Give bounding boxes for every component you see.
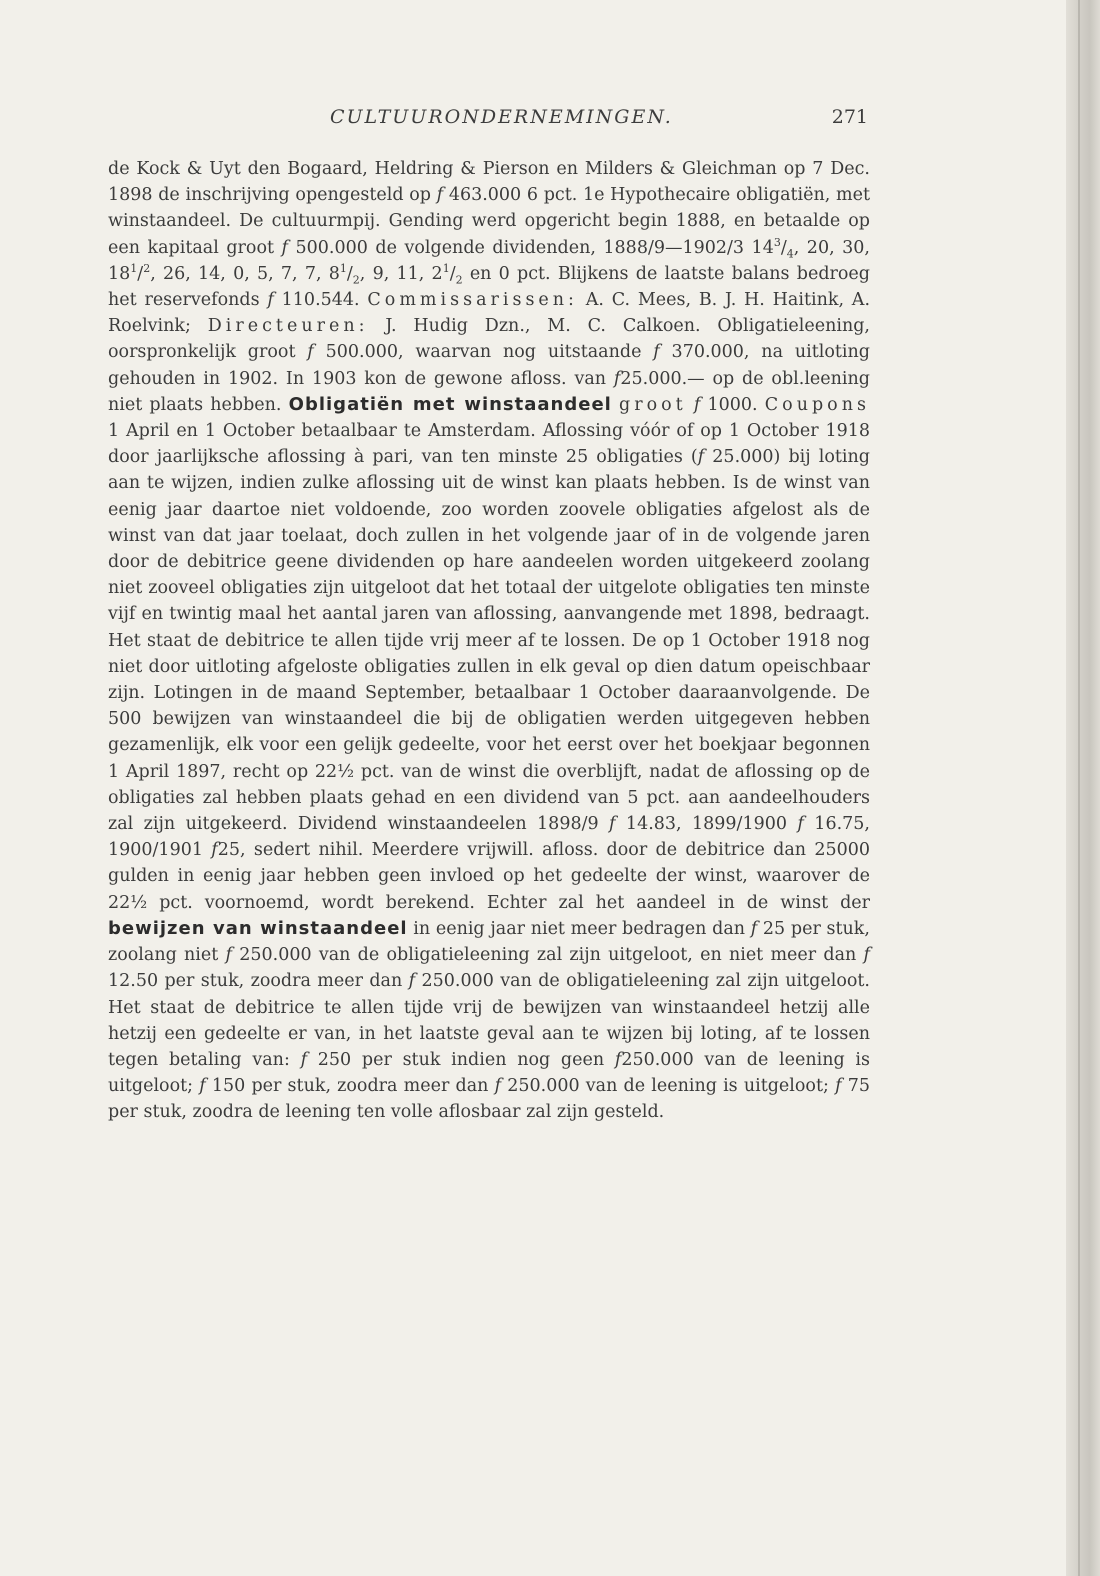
- spaced-heading-directeuren: Directeuren:: [207, 316, 369, 337]
- text-segment: , 20, 30, 18: [108, 237, 870, 284]
- text-segment: [687, 395, 694, 415]
- florin-symbol: f: [614, 1049, 622, 1070]
- text-segment: 16.75, 1900/1901: [108, 814, 870, 861]
- bold-heading-bewijzen: bewijzen van winstaandeel: [108, 917, 408, 939]
- florin-symbol: f: [863, 945, 870, 966]
- page-header: [108, 106, 870, 138]
- text-segment: A. C. Mees, B. J. H. Haitink, A. Roelvink;: [108, 290, 871, 337]
- florin-symbol: f: [211, 840, 218, 861]
- florin-symbol: f: [750, 918, 758, 939]
- fraction-denominator: 2: [143, 261, 151, 275]
- text-segment: 500.000 de volgende dividenden, 1888/9—1902/3 14: [288, 237, 774, 258]
- fraction-numerator: 1: [442, 261, 450, 275]
- text-segment: 25, sedert nihil. Meerdere vrijwill. afloss. door de debitrice dan 25000 gulden in eenig jaar hebben geen invloed op het gedeelte der winst, waarover de 22½ pct. voornoemd, wordt berekend. Echter zal het aandeel in de winst der: [108, 840, 871, 913]
- running-head: CULTUURONDERNEMINGEN.: [330, 106, 673, 128]
- florin-symbol: f: [225, 945, 233, 966]
- text-segment: , 9, 11, 2: [359, 263, 443, 284]
- text-segment: 370.000, na uitloting gehouden in 1902. In 1903 kon de gewone afloss. van: [108, 342, 870, 389]
- book-page-edge: [1066, 0, 1100, 1576]
- text-segment: de Kock & Uyt den Bogaard, Heldring & Pierson en Milders & Gleichman op 7 Dec. 1898 de inschrijving opengesteld op: [108, 159, 870, 206]
- text-segment: 250.000 van de obligatieleening zal zijn uitgeloot. Het staat de debitrice te allen tijde vrij de bewijzen van winstaandeel hetzij alle hetzij een gedeelte er van, in het laatste geval aan te wijzen bij loting, af te lossen tegen betaling van:: [108, 971, 870, 1070]
- fraction-slash: /: [346, 263, 353, 284]
- spaced-heading-commissarissen: Commissarissen:: [367, 290, 578, 311]
- fraction-slash: /: [449, 263, 456, 284]
- text-segment: 500.000, waarvan nog uitstaande: [313, 342, 654, 363]
- text-segment: in eenig jaar niet meer bedragen dan: [407, 918, 751, 939]
- florin-symbol: f: [797, 814, 804, 835]
- text-segment: 250.000 van de leening is uitgeloot;: [108, 1049, 870, 1097]
- florin-symbol: f: [494, 1076, 502, 1097]
- text-segment: 463.000 6 pct. 1e Hypothecaire obligatiën, met winstaandeel. De cultuurmpij. Gending werd opgericht begin 1888, en betaalde op een kapitaal groot: [108, 185, 870, 258]
- text-segment: [612, 395, 619, 415]
- text-segment: , 26, 14, 0, 5, 7, 7, 8: [150, 263, 340, 284]
- fraction-denominator: 2: [455, 273, 463, 287]
- florin-symbol: f: [697, 447, 705, 468]
- fraction-slash: /: [137, 263, 144, 284]
- fraction-numerator: 1: [339, 261, 347, 275]
- florin-symbol: f: [436, 185, 444, 206]
- text-segment: 25.000.— op de obl.leening niet plaats hebben.: [108, 368, 870, 415]
- text-segment: 150 per stuk, zoodra meer dan: [205, 1076, 495, 1097]
- fraction-numerator: 3: [773, 235, 781, 249]
- text-segment: 1000.: [700, 394, 765, 415]
- text-segment: J. Hudig Dzn., M. C. Calkoen. Obligatieleening, oorspronkelijk groot: [108, 316, 870, 363]
- text-segment: en 0 pct. Blijkens de laatste balans bedroeg het reservefonds: [108, 263, 870, 311]
- spaced-word-groot: groot: [619, 394, 687, 415]
- text-segment: 1 April en 1 October betaalbaar te Amsterdam. Aflossing vóór of op 1 October 1918 door jaarlijksche aflossing à pari, van ten minste 25 obligaties (: [108, 421, 870, 468]
- florin-symbol: f: [199, 1076, 206, 1097]
- fraction-numerator: 1: [130, 261, 138, 275]
- fraction-denominator: 4: [786, 247, 794, 261]
- body-paragraph: [108, 156, 870, 1126]
- florin-symbol: f: [300, 1049, 308, 1070]
- fraction-denominator: 2: [352, 273, 360, 287]
- florin-symbol: f: [408, 971, 416, 992]
- text-segment: 25.000) bij loting aan te wijzen, indien zulke aflossing uit de winst kan plaats hebben. Is de winst van eenig jaar daartoe niet voldoende, zoo worden zoovele obligaties afgelost als de winst van dat jaar toelaat, doch zullen in het volgende jaar of in de volgende jaren door de debitrice geene dividenden op hare aandeelen worden uitgekeerd zoolang niet zooveel obligaties zijn uitgeloot dat het totaal der uitgelote obligaties ten minste vijf en twintig maal het aantal jaren van aflossing, aanvangende met 1898, bedraagt. Het staat de debitrice te allen tijde vrij meer af te lossen. De op 1 October 1918 nog niet door uitloting afgeloste obligaties zullen in elk geval op dien datum opeischbaar zijn. Lotingen in de maand September, betaalbaar 1 October daaraanvolgende. De 500 bewijzen van winstaandeel die bij de obligatien werden uitgegeven hebben gezamenlijk, elk voor een gelijk gedeelte, voor het eerst over het boekjaar begonnen 1 April 1897, recht op 22½ pct. van de winst die overblijft, nadat de aflossing op de obligaties zal hebben plaats gehad en een dividend van 5 pct. aan aandeelhouders zal zijn uitgekeerd. Dividend winstaandeelen 1898/9: [108, 447, 870, 835]
- florin-symbol: f: [693, 394, 701, 415]
- text-segment: 25 per stuk, zoolang niet: [108, 918, 870, 966]
- florin-symbol: f: [613, 368, 621, 389]
- florin-symbol: f: [307, 342, 314, 363]
- text-segment: 250.000 van de obligatieleening zal zijn uitgeloot, en niet meer dan: [232, 945, 864, 966]
- florin-symbol: f: [267, 290, 274, 311]
- florin-symbol: f: [835, 1076, 842, 1097]
- florin-symbol: f: [281, 237, 289, 258]
- fraction-slash: /: [780, 237, 787, 258]
- text-segment: 250 per stuk indien nog geen: [307, 1049, 615, 1070]
- text-segment: 12.50 per stuk, zoodra meer dan: [108, 971, 409, 992]
- text-segment: 75 per stuk, zoodra de leening ten volle aflosbaar zal zijn gesteld.: [108, 1076, 870, 1123]
- text-segment: 14.83, 1899/1900: [615, 814, 798, 835]
- bold-heading-obligatien: Obligatiën met winstaandeel: [288, 393, 612, 415]
- text-segment: 110.544.: [273, 290, 368, 311]
- florin-symbol: f: [609, 814, 616, 835]
- florin-symbol: f: [653, 342, 660, 363]
- page-number: 271: [831, 106, 868, 128]
- spaced-word-coupons: Coupons: [764, 394, 870, 415]
- text-segment: 250.000 van de leening is uitgeloot;: [501, 1076, 836, 1097]
